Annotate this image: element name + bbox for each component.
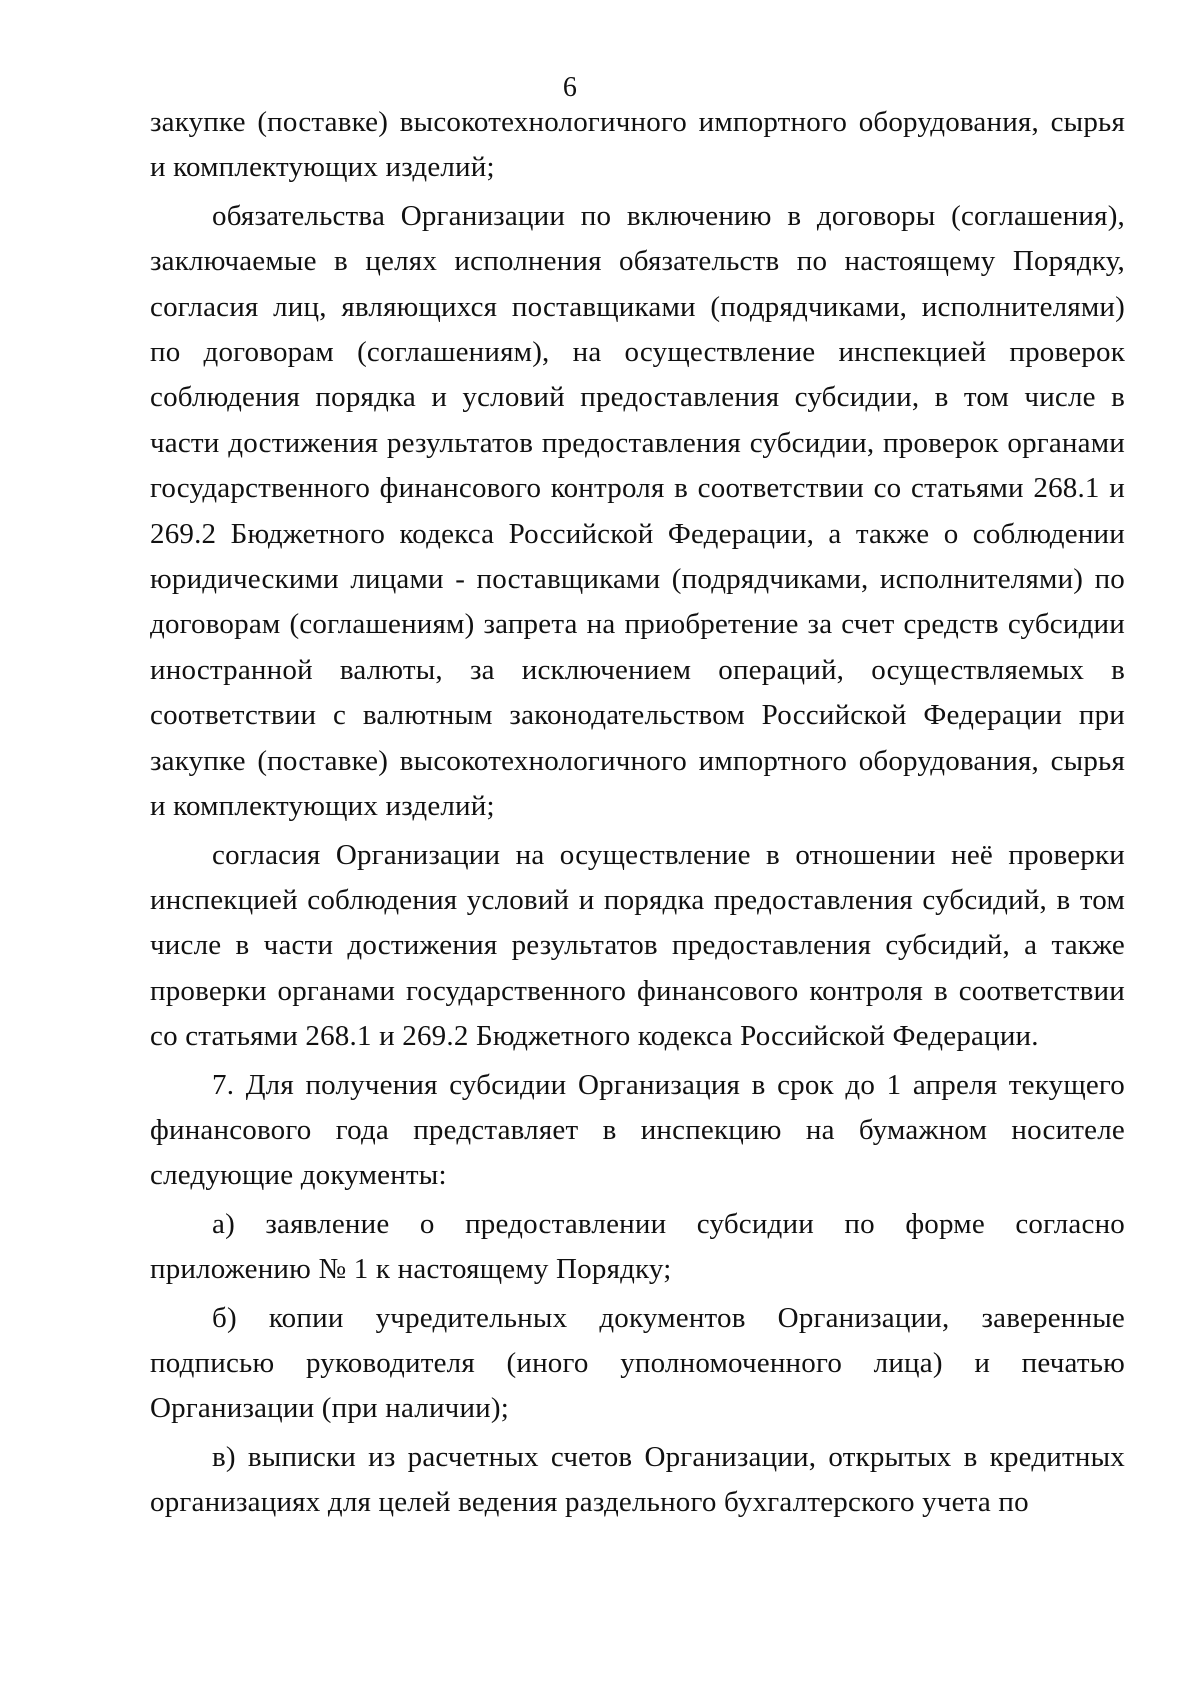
paragraph-item-b: б) копии учредительных документов Организации, заверенные подписью руководителя (иного уполномоченного лица) и печатью Организации (при наличии);	[150, 1301, 1125, 1425]
paragraph-organization-obligations: обязательства Организации по включению в договоры (соглашения), заключаемые в целях исполнения обязательств по настоящему Порядку, согласия лиц, являющихся поставщиками (подрядчиками, исполнителями) по договорам (соглашениям), на осуществление инспекцией проверок соблюдения порядка и условий предоставления субсидии, в том числе в части достижения результатов предоставления субсидии, проверок органами государственного финансового контроля в соответствии со статьями 268.1 и 269.2 Бюджетного кодекса Российской Федерации, а также о соблюдении юридическими лицами - поставщиками (подрядчиками, исполнителями) по договорам (соглашениям) запрета на приобретение за счет средств субсидии иностранной валюты, за исключением операций, осуществляемых в соответствии с валютным законодательством Российской Федерации при закупке (поставке) высокотехнологичного импортного оборудования, сырья и комплектующих изделий;	[150, 199, 1125, 823]
paragraph-continuation: закупке (поставке) высокотехнологичного импортного оборудования, сырья и комплектующих изделий;	[150, 106, 1125, 184]
page-number: 6	[562, 72, 578, 103]
document-body	[150, 100, 1125, 1529]
paragraph-organization-consent: согласия Организации на осуществление в отношении неё проверки инспекцией соблюдения условий и порядка предоставления субсидий, в том числе в части достижения результатов предоставления субсидий, а также проверки органами государственного финансового контроля в соответствии со статьями 268.1 и 269.2 Бюджетного кодекса Российской Федерации.	[150, 838, 1125, 1053]
paragraph-item-7: 7. Для получения субсидии Организация в срок до 1 апреля текущего финансового года представляет в инспекцию на бумажном носителе следующие документы:	[150, 1068, 1125, 1192]
paragraph-item-v: в) выписки из расчетных счетов Организации, открытых в кредитных организациях для целей ведения раздельного бухгалтерского учета по	[150, 1440, 1125, 1519]
paragraph-item-a: а) заявление о предоставлении субсидии по форме согласно приложению № 1 к настоящему Порядку;	[150, 1207, 1125, 1286]
